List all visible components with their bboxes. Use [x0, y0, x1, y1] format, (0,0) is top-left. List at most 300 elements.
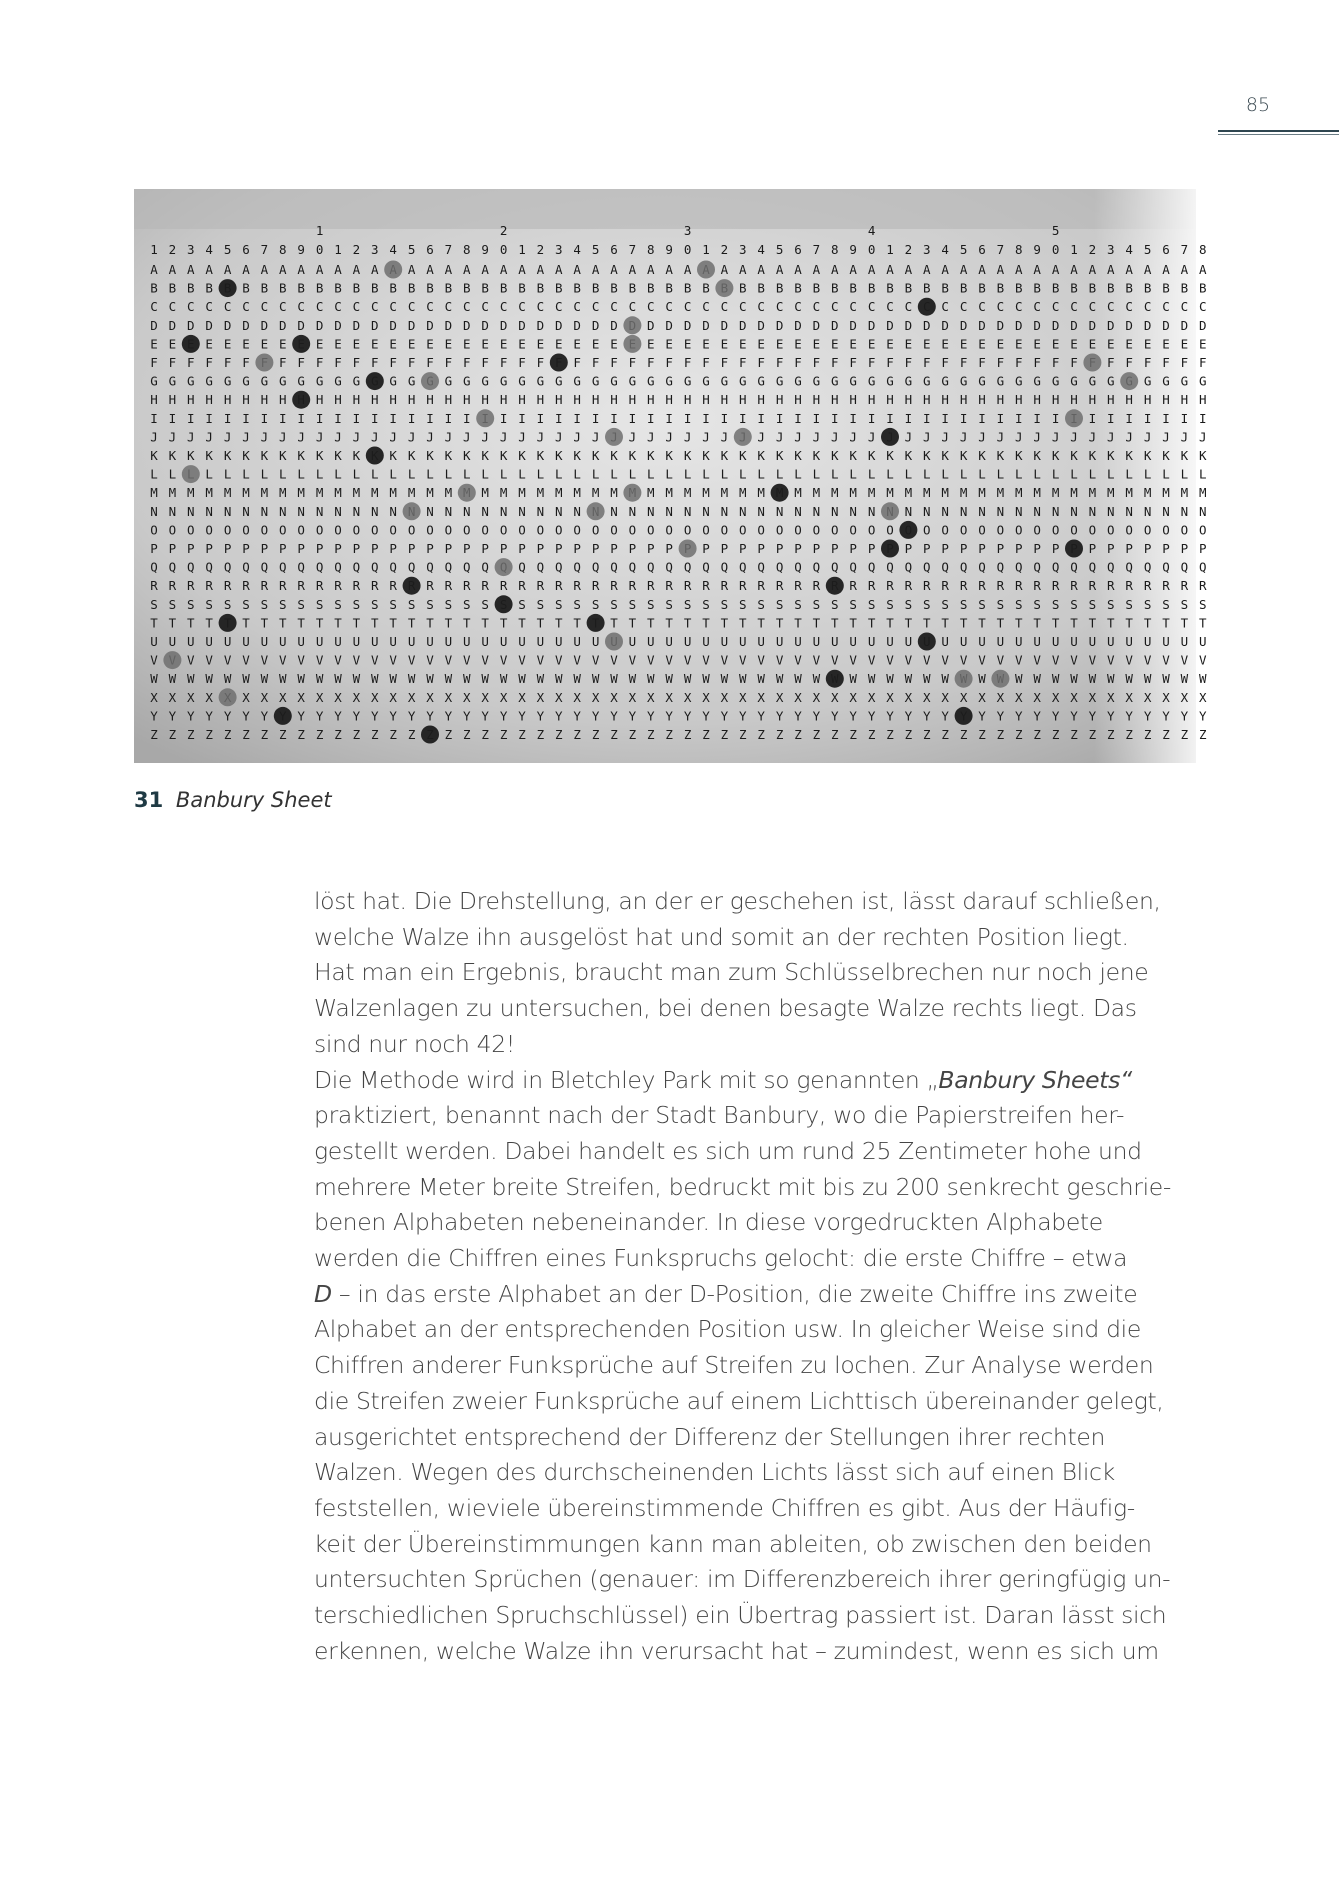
sheet-letter: P: [1143, 541, 1152, 556]
sheet-letter: Z: [242, 727, 250, 742]
sheet-letter: Y: [904, 708, 913, 724]
sheet-letter: E: [1033, 336, 1041, 352]
sheet-letter: U: [775, 634, 784, 649]
sheet-letter: S: [407, 596, 416, 612]
sheet-letter: P: [1162, 541, 1170, 556]
sheet-letter: P: [573, 541, 581, 556]
sheet-letter: R: [665, 578, 673, 594]
sheet-letter: Q: [536, 559, 545, 575]
sheet-letter: M: [1199, 485, 1207, 501]
sheet-letter: E: [610, 336, 618, 352]
sheet-letter: I: [205, 410, 213, 426]
sheet-letter: F: [775, 355, 784, 370]
sheet-letter: E: [1107, 336, 1115, 352]
sheet-letter: V: [1070, 652, 1078, 668]
sheet-letter: U: [334, 634, 342, 649]
sheet-letter: F: [389, 355, 397, 370]
sheet-letter: C: [371, 299, 379, 315]
sheet-letter: M: [481, 485, 489, 501]
figure-title: Banbury Sheet: [175, 788, 332, 812]
sheet-letter: U: [702, 634, 710, 649]
sheet-letter: T: [610, 615, 618, 631]
sheet-letter: A: [573, 262, 581, 277]
sheet-letter: C: [315, 299, 324, 315]
sheet-digit: 8: [647, 242, 655, 257]
sheet-letter: O: [1125, 522, 1133, 538]
sheet-letter: E: [720, 336, 729, 352]
sheet-letter: L: [1125, 466, 1133, 482]
sheet-letter: P: [1051, 541, 1060, 556]
sheet-letter: W: [407, 671, 416, 687]
sheet-letter: A: [1051, 262, 1060, 277]
sheet-letter: K: [867, 448, 876, 463]
sheet-letter: Z: [996, 727, 1005, 742]
sheet-digit: 6: [794, 242, 802, 257]
sheet-letter: X: [168, 689, 177, 705]
sheet-letter: H: [444, 392, 453, 408]
sheet-letter: S: [591, 596, 600, 612]
sheet-letter: D: [610, 317, 618, 333]
sheet-letter: T: [481, 615, 489, 631]
sheet-letter: Z: [334, 727, 342, 742]
sheet-letter: Y: [242, 708, 250, 724]
sheet-letter: J: [849, 429, 857, 445]
sheet-letter: X: [242, 689, 250, 705]
punched-hole: [550, 354, 568, 372]
sheet-letter: B: [260, 280, 269, 296]
sheet-letter: C: [1070, 299, 1078, 315]
sheet-letter: S: [996, 596, 1005, 612]
sheet-letter: N: [352, 503, 361, 519]
sheet-letter: Z: [628, 727, 637, 742]
body-line: [314, 1063, 1202, 1099]
sheet-letter: W: [757, 671, 765, 687]
sheet-letter: X: [647, 689, 655, 705]
sheet-letter: O: [1033, 522, 1041, 538]
sheet-letter: C: [1088, 299, 1097, 315]
sheet-letter: P: [242, 541, 250, 556]
sheet-letter: A: [886, 262, 894, 277]
sheet-letter: R: [959, 578, 968, 594]
sheet-letter: H: [867, 392, 876, 408]
sheet-letter: F: [923, 355, 931, 370]
sheet-letter: O: [941, 522, 949, 538]
sheet-letter: M: [941, 485, 949, 501]
sheet-letter: A: [1088, 262, 1097, 277]
sheet-letter: G: [1199, 373, 1207, 389]
sheet-letter: X: [757, 689, 765, 705]
sheet-letter: V: [775, 652, 784, 668]
sheet-letter: U: [1107, 634, 1115, 649]
body-text: [314, 884, 1202, 1669]
sheet-letter: D: [683, 317, 692, 333]
sheet-letter: D: [499, 317, 508, 333]
sheet-letter: Z: [720, 727, 729, 742]
sheet-letter: F: [591, 355, 600, 370]
sheet-letter: W: [187, 671, 195, 687]
sheet-letter: G: [959, 373, 968, 389]
sheet-letter: L: [260, 466, 269, 482]
sheet-letter: P: [702, 541, 710, 556]
sheet-letter: H: [665, 392, 673, 408]
sheet-letter: R: [849, 578, 857, 594]
sheet-letter: Y: [1199, 708, 1207, 724]
sheet-letter: K: [886, 448, 894, 463]
sheet-letter: G: [1051, 373, 1060, 389]
sheet-letter: P: [297, 541, 305, 556]
figure-caption: [134, 788, 332, 812]
sheet-letter: G: [223, 373, 232, 389]
sheet-letter: M: [1125, 485, 1133, 501]
sheet-letter: G: [1107, 373, 1115, 389]
sheet-letter: W: [168, 671, 177, 687]
sheet-letter: E: [481, 336, 489, 352]
sheet-letter: Q: [389, 559, 397, 575]
sheet-letter: P: [904, 541, 913, 556]
sheet-letter: R: [536, 578, 545, 594]
sheet-letter: F: [941, 355, 949, 370]
sheet-letter: I: [996, 410, 1005, 426]
sheet-letter: W: [849, 671, 857, 687]
sheet-letter: C: [812, 299, 821, 315]
sheet-letter: H: [1051, 392, 1060, 408]
sheet-letter: C: [1107, 299, 1115, 315]
sheet-letter: C: [187, 299, 195, 315]
sheet-column-number: 3: [683, 223, 692, 238]
sheet-letter: T: [1051, 615, 1060, 631]
sheet-letter: L: [279, 466, 287, 482]
sheet-digit: 3: [187, 242, 195, 257]
sheet-letter: C: [683, 299, 692, 315]
sheet-letter: B: [591, 280, 600, 296]
sheet-letter: M: [1180, 485, 1189, 501]
sheet-letter: U: [978, 634, 986, 649]
sheet-letter: A: [978, 262, 986, 277]
sheet-letter: J: [1088, 429, 1097, 445]
sheet-letter: N: [665, 503, 673, 519]
sheet-digit: 8: [1015, 242, 1023, 257]
sheet-letter: F: [499, 355, 508, 370]
sheet-letter: Q: [794, 559, 802, 575]
sheet-letter: D: [1051, 317, 1060, 333]
sheet-letter: L: [757, 466, 765, 482]
sheet-letter: J: [555, 429, 563, 445]
sheet-letter: K: [775, 448, 784, 463]
sheet-letter: L: [628, 466, 637, 482]
sheet-letter: C: [702, 299, 710, 315]
sheet-letter: Y: [168, 708, 177, 724]
sheet-letter: B: [665, 280, 673, 296]
sheet-letter: C: [720, 299, 729, 315]
sheet-letter: O: [794, 522, 802, 538]
sheet-letter: B: [315, 280, 324, 296]
sheet-letter: Y: [831, 708, 839, 724]
sheet-letter: E: [242, 336, 250, 352]
sheet-letter: I: [1199, 410, 1207, 426]
sheet-letter: P: [499, 541, 508, 556]
sheet-letter: F: [1015, 355, 1023, 370]
sheet-digit: 5: [1143, 242, 1152, 257]
sheet-letter: P: [463, 541, 471, 556]
sheet-letter: O: [1051, 522, 1060, 538]
sheet-letter: N: [1088, 503, 1097, 519]
sheet-letter: L: [1015, 466, 1023, 482]
sheet-letter: J: [407, 429, 416, 445]
sheet-letter: X: [187, 689, 195, 705]
sheet-letter: A: [1180, 262, 1189, 277]
sheet-letter: H: [1088, 392, 1097, 408]
sheet-letter: V: [150, 652, 158, 668]
sheet-letter: T: [849, 615, 857, 631]
sheet-letter: B: [1199, 280, 1207, 296]
sheet-letter: R: [555, 578, 563, 594]
sheet-letter: E: [1070, 336, 1078, 352]
sheet-letter: Y: [849, 708, 857, 724]
sheet-letter: E: [334, 336, 342, 352]
sheet-letter: J: [978, 429, 986, 445]
sheet-letter: D: [297, 317, 305, 333]
sheet-letter: K: [959, 448, 968, 463]
sheet-letter: F: [315, 355, 324, 370]
sheet-letter: X: [794, 689, 802, 705]
sheet-letter: T: [867, 615, 876, 631]
sheet-letter: C: [150, 299, 158, 315]
sheet-digit: 1: [886, 242, 894, 257]
sheet-letter: J: [923, 429, 931, 445]
sheet-letter: O: [1143, 522, 1152, 538]
sheet-letter: D: [959, 317, 968, 333]
sheet-letter: G: [242, 373, 250, 389]
sheet-letter: S: [352, 596, 361, 612]
sheet-letter: Z: [1199, 727, 1207, 742]
sheet-letter: I: [407, 410, 416, 426]
sheet-letter: D: [205, 317, 213, 333]
sheet-letter: S: [1180, 596, 1189, 612]
sheet-letter: P: [426, 541, 434, 556]
sheet-letter: I: [1033, 410, 1041, 426]
sheet-letter: I: [1162, 410, 1170, 426]
sheet-letter: J: [573, 429, 581, 445]
sheet-letter: Z: [647, 727, 655, 742]
sheet-letter: L: [812, 466, 821, 482]
sheet-letter: W: [499, 671, 508, 687]
sheet-letter: O: [499, 522, 508, 538]
sheet-letter: Z: [352, 727, 361, 742]
sheet-letter: F: [463, 355, 471, 370]
sheet-letter: Q: [904, 559, 913, 575]
sheet-letter: U: [444, 634, 453, 649]
sheet-letter: I: [867, 410, 876, 426]
sheet-letter: H: [352, 392, 361, 408]
sheet-letter: R: [1107, 578, 1115, 594]
sheet-letter: J: [904, 429, 913, 445]
sheet-letter: Z: [757, 727, 765, 742]
sheet-letter: O: [610, 522, 618, 538]
sheet-letter: N: [518, 503, 526, 519]
sheet-letter: Q: [573, 559, 581, 575]
sheet-letter: D: [187, 317, 195, 333]
sheet-letter: F: [996, 355, 1005, 370]
sheet-letter: S: [260, 596, 269, 612]
sheet-letter: M: [1033, 485, 1041, 501]
sheet-letter: W: [150, 671, 158, 687]
sheet-letter: R: [315, 578, 324, 594]
sheet-letter: O: [628, 522, 637, 538]
sheet-letter: L: [665, 466, 673, 482]
sheet-letter: T: [794, 615, 802, 631]
sheet-letter: H: [1033, 392, 1041, 408]
sheet-letter: J: [665, 429, 673, 445]
sheet-letter: I: [536, 410, 545, 426]
sheet-letter: D: [647, 317, 655, 333]
sheet-letter: T: [1070, 615, 1078, 631]
sheet-letter: H: [959, 392, 968, 408]
sheet-letter: U: [407, 634, 416, 649]
sheet-digit: 9: [297, 242, 305, 257]
sheet-letter: I: [1088, 410, 1097, 426]
sheet-letter: C: [223, 299, 232, 315]
sheet-letter: E: [812, 336, 821, 352]
sheet-letter: C: [168, 299, 177, 315]
sheet-letter: W: [1015, 671, 1023, 687]
sheet-letter: O: [205, 522, 213, 538]
sheet-letter: D: [1015, 317, 1023, 333]
sheet-letter: B: [1125, 280, 1133, 296]
sheet-letter: A: [352, 262, 361, 277]
sheet-letter: O: [242, 522, 250, 538]
sheet-letter: O: [702, 522, 710, 538]
sheet-letter: S: [1051, 596, 1060, 612]
sheet-letter: J: [628, 429, 637, 445]
sheet-letter: P: [315, 541, 324, 556]
sheet-letter: B: [444, 280, 453, 296]
sheet-letter: U: [463, 634, 471, 649]
sheet-letter: W: [610, 671, 618, 687]
body-line: terschiedlichen Spruchschlüssel) ein Übertrag passiert ist. Daran lässt sich: [314, 1601, 1167, 1630]
sheet-letter: V: [978, 652, 986, 668]
sheet-letter: S: [941, 596, 949, 612]
sheet-letter: T: [647, 615, 655, 631]
sheet-digit: 3: [739, 242, 747, 257]
sheet-letter: R: [1143, 578, 1152, 594]
sheet-letter: A: [683, 262, 692, 277]
sheet-digit: 4: [941, 242, 949, 257]
punched-hole: [605, 428, 623, 446]
sheet-letter: K: [279, 448, 287, 463]
punched-hole: [697, 261, 715, 279]
sheet-letter: I: [168, 410, 177, 426]
sheet-letter: R: [389, 578, 397, 594]
sheet-letter: A: [904, 262, 913, 277]
sheet-letter: M: [702, 485, 710, 501]
sheet-letter: F: [407, 355, 416, 370]
sheet-letter: M: [720, 485, 729, 501]
sheet-letter: J: [941, 429, 949, 445]
sheet-digit: 2: [536, 242, 545, 257]
sheet-letter: M: [150, 485, 158, 501]
sheet-letter: H: [739, 392, 747, 408]
sheet-letter: W: [242, 671, 250, 687]
sheet-letter: K: [1180, 448, 1189, 463]
sheet-letter: B: [499, 280, 508, 296]
sheet-letter: T: [371, 615, 379, 631]
sheet-letter: X: [886, 689, 894, 705]
sheet-letter: I: [628, 410, 637, 426]
sheet-letter: Y: [536, 708, 545, 724]
sheet-letter: L: [536, 466, 545, 482]
sheet-letter: T: [978, 615, 986, 631]
sheet-letter: M: [1015, 485, 1023, 501]
punched-hole: [255, 354, 273, 372]
sheet-letter: N: [849, 503, 857, 519]
punched-hole: [421, 726, 439, 744]
sheet-letter: N: [904, 503, 913, 519]
sheet-letter: M: [886, 485, 894, 501]
punched-hole: [955, 670, 973, 688]
sheet-letter: O: [260, 522, 269, 538]
sheet-letter: F: [481, 355, 489, 370]
sheet-letter: M: [665, 485, 673, 501]
banbury-sheet-graphic: [134, 189, 1207, 763]
sheet-letter: R: [886, 578, 894, 594]
sheet-letter: R: [739, 578, 747, 594]
sheet-letter: K: [1070, 448, 1078, 463]
sheet-letter: G: [573, 373, 581, 389]
sheet-letter: Y: [628, 708, 637, 724]
sheet-letter: Z: [904, 727, 913, 742]
sheet-letter: Z: [168, 727, 177, 742]
sheet-letter: O: [1107, 522, 1115, 538]
sheet-letter: U: [941, 634, 949, 649]
sheet-letter: R: [279, 578, 287, 594]
sheet-letter: R: [481, 578, 489, 594]
sheet-letter: S: [886, 596, 894, 612]
sheet-letter: A: [371, 262, 379, 277]
sheet-letter: G: [150, 373, 158, 389]
sheet-letter: M: [849, 485, 857, 501]
sheet-letter: Q: [297, 559, 305, 575]
sheet-letter: K: [481, 448, 489, 463]
sheet-letter: B: [702, 280, 710, 296]
sheet-letter: L: [775, 466, 784, 482]
sheet-letter: F: [1143, 355, 1152, 370]
sheet-letter: I: [702, 410, 710, 426]
sheet-letter: U: [628, 634, 637, 649]
sheet-letter: N: [426, 503, 434, 519]
sheet-letter: D: [978, 317, 986, 333]
sheet-letter: G: [923, 373, 931, 389]
sheet-letter: E: [1199, 336, 1207, 352]
sheet-letter: R: [683, 578, 692, 594]
sheet-letter: A: [831, 262, 839, 277]
sheet-letter: U: [481, 634, 489, 649]
sheet-letter: S: [702, 596, 710, 612]
sheet-letter: T: [168, 615, 177, 631]
sheet-letter: L: [941, 466, 949, 482]
sheet-letter: E: [1051, 336, 1060, 352]
sheet-letter: N: [223, 503, 232, 519]
sheet-letter: I: [499, 410, 508, 426]
sheet-digit: 7: [996, 242, 1005, 257]
sheet-letter: P: [407, 541, 416, 556]
sheet-letter: L: [297, 466, 305, 482]
sheet-letter: F: [794, 355, 802, 370]
sheet-letter: T: [904, 615, 913, 631]
sheet-letter: E: [1162, 336, 1170, 352]
sheet-letter: O: [1070, 522, 1078, 538]
sheet-letter: G: [849, 373, 857, 389]
sheet-letter: Q: [886, 559, 894, 575]
